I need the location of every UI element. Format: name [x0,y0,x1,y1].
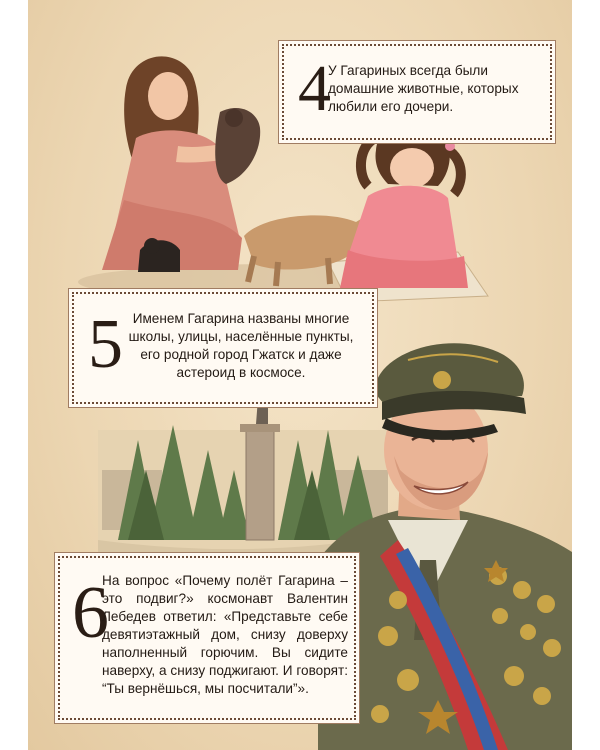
fact-number-6: 6 [72,572,109,654]
fact-box-5 [72,292,374,404]
fact-text-5: Именем Гагарина названы многие школы, улицы, населённые пункты, его родной город Гжатск и даже астероид в космосе. [128,311,354,380]
fact-text-4: У Гагариных всегда были домашние животные, которых любили его дочери. [328,63,519,114]
book-page [28,0,572,750]
fact-number-4: 4 [298,52,331,125]
fact-text-6: На вопрос «Почему полёт Гагарина – это подвиг?» космонавт Валентин Лебедев ответил: «Представьте себе девятиэтажный дом, снизу доверху наполненный горючим. Вы сидите наверху, а снизу поджигают. И говорят: “Ты вернёшься, мы посчитали”». [102,573,348,696]
fact-box-4 [282,44,552,140]
gagarin-portrait-illustration [318,343,572,750]
fact-number-5: 5 [88,306,123,383]
fact-box-6 [58,556,356,720]
